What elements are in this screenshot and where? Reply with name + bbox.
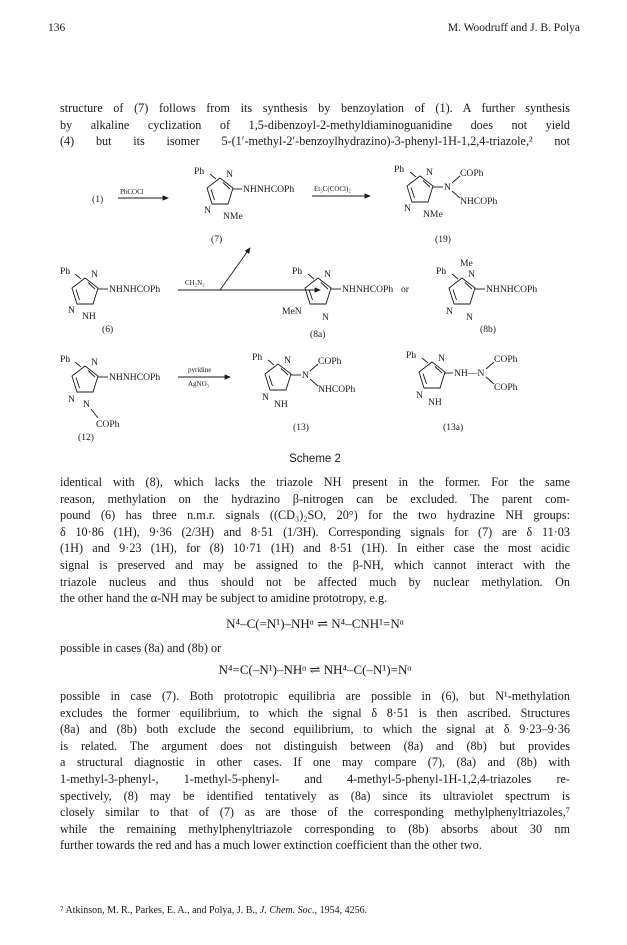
text-line: spectively, (8) may be identified tentatively as (8a) since its ultraviolet spectrum is	[60, 788, 570, 803]
compound-label-7: (7)	[211, 234, 223, 245]
svg-text:Ph: Ph	[394, 164, 405, 175]
reagent-label: pyridine	[188, 366, 212, 374]
svg-text:Ph: Ph	[252, 352, 263, 363]
body-paragraph-2	[60, 688, 570, 854]
compound-label-12: (12)	[78, 432, 94, 443]
svg-text:N: N	[322, 312, 329, 323]
footnote-marker: ⁷	[60, 905, 64, 916]
text-line: (4) but its isomer 5-(1′-methyl-2′-benzoylhydrazino)-3-phenyl-1H-1,2,4-triazole,² not	[60, 134, 570, 149]
svg-text:NHCOPh: NHCOPh	[318, 384, 356, 395]
text-line: by alkaline cyclization of 1,5-dibenzoyl-2-methyldiaminoguanidine does not yield	[60, 117, 570, 132]
text-line: possible in cases (8a) and (8b) or	[60, 641, 222, 655]
svg-text:Ph: Ph	[436, 266, 447, 277]
svg-text:N: N	[226, 169, 233, 180]
page-number: 136	[48, 22, 66, 34]
svg-text:N: N	[438, 353, 445, 364]
svg-text:COPh: COPh	[460, 168, 484, 179]
text-line: triazole nucleus and thus should not be affected much by nuclear methylation. On	[60, 574, 570, 589]
footnote-authors: Atkinson, M. R., Parkes, E. A., and Polya, J. B.,	[65, 905, 258, 916]
svg-text:N: N	[324, 269, 331, 280]
text-line: (1H) and 9·23 (1H), for (8) 10·71 (1H) and 8·51 (1H). In either case the most acidic	[60, 541, 570, 556]
svg-text:COPh: COPh	[494, 382, 518, 393]
svg-text:N: N	[262, 392, 269, 403]
svg-text:N: N	[426, 167, 433, 178]
svg-text:N: N	[83, 399, 90, 410]
reagent-label: AgNO₃	[188, 380, 210, 388]
svg-text:NMe: NMe	[223, 211, 243, 222]
reaction-scheme	[60, 152, 570, 452]
svg-text:NHNHCOPh: NHNHCOPh	[109, 284, 161, 295]
structure-6	[60, 266, 160, 335]
svg-text:NHCOPh: NHCOPh	[460, 196, 498, 207]
text-line: the other hand the α-NH may be subject to amidine prototropy, e.g.	[60, 591, 388, 606]
svg-text:N: N	[404, 203, 411, 214]
text-line: closely similar to that of (7) as are those of the corresponding methylphenyltriazoles,⁷	[60, 805, 570, 820]
footnote-details: , 1954, 4256.	[314, 905, 368, 916]
text-line: further towards the red and has a much lower extinction coefficient than the other two.	[60, 838, 482, 853]
svg-text:NH: NH	[274, 399, 288, 410]
reaction-arrow	[220, 248, 250, 290]
svg-text:Ph: Ph	[194, 166, 205, 177]
svg-text:N: N	[416, 390, 423, 401]
equation-2: N⁴=C(–N¹)–NHᵅ ⇌ NH⁴–C(–N¹)=Nᵅ	[218, 662, 412, 677]
svg-text:N: N	[302, 370, 309, 381]
body-paragraph-1	[60, 474, 570, 607]
footnote	[60, 905, 570, 916]
text-line: δ 10·86 (1H), 9·36 (2/3H) and 8·51 (1/3H). Corresponding signals for (7) are δ 11·03	[60, 524, 570, 539]
text-line: structure of (7) follows from its synthesis by benzoylation of (1). A further synthesis	[60, 101, 570, 115]
svg-text:N: N	[284, 355, 291, 366]
svg-text:N: N	[466, 312, 473, 323]
svg-text:NH—N: NH—N	[454, 368, 485, 379]
svg-text:Ph: Ph	[292, 266, 303, 277]
compound-label-13a: (13a)	[443, 422, 464, 433]
text-line: signal is preserved and may be assigned to the β-NH, which cannot interact with the	[60, 557, 570, 572]
equation-1: N⁴–C(=N¹)–NHᵅ ⇌ N⁴–CNH¹=Nᵅ	[226, 616, 404, 631]
text-line: reason, methylation on the hydrazino β-nitrogen can be excluded. The parent com-	[60, 491, 570, 506]
svg-text:NHNHCOPh: NHNHCOPh	[342, 284, 394, 295]
svg-text:N: N	[68, 305, 75, 316]
compound-label-19: (19)	[435, 234, 451, 245]
top-paragraph	[60, 100, 570, 150]
text-line: excludes the former equilibrium, to which the signal δ 8·51 is then ascribed. Structures	[60, 705, 570, 720]
text-line: pound (6) has three n.m.r. signals ((CD₃)₂SO, 20°) for the two hydrazine NH groups:	[60, 508, 570, 523]
structure-13	[252, 352, 356, 433]
compound-label-1: (1)	[92, 194, 104, 205]
reagent-label: PhCOCl	[120, 188, 144, 196]
svg-text:N: N	[91, 269, 98, 280]
text-line: while the remaining methylphenyltriazole corresponding to (8b) absorbs about 30 nm	[60, 821, 570, 836]
structure-19	[394, 164, 498, 245]
svg-text:Ph: Ph	[406, 350, 417, 361]
compound-label-13: (13)	[293, 422, 309, 433]
svg-text:NMe: NMe	[423, 209, 443, 220]
svg-text:NH: NH	[82, 311, 96, 322]
svg-text:N: N	[468, 269, 475, 280]
svg-text:N: N	[91, 357, 98, 368]
svg-text:COPh: COPh	[494, 354, 518, 365]
svg-text:NHNHCOPh: NHNHCOPh	[243, 184, 295, 195]
structure-8b	[436, 258, 537, 335]
text-line: (8a) and (8b) both exclude the second equilibrium, to which the signal at δ 9·23–9·36	[60, 722, 570, 737]
svg-text:COPh: COPh	[96, 419, 120, 430]
or-label: or	[401, 284, 409, 295]
structure-12	[60, 354, 160, 443]
compound-label-8b: (8b)	[480, 324, 496, 335]
text-line: possible in case (7). Both prototropic equilibria are possible in (6), but N¹-methylation	[60, 689, 570, 703]
structure-7	[194, 166, 294, 245]
svg-text:NHNHCOPh: NHNHCOPh	[486, 284, 538, 295]
footnote-journal: J. Chem. Soc.	[259, 905, 315, 916]
svg-text:COPh: COPh	[318, 356, 342, 367]
structure-8a	[282, 266, 393, 340]
svg-text:Me: Me	[460, 258, 473, 269]
scheme-title: Scheme 2	[289, 453, 341, 465]
text-line: 1-methyl-3-phenyl-, 1-methyl-5-phenyl- and 4-methyl-5-phenyl-1H-1,2,4-triazoles re-	[60, 771, 570, 786]
text-line: is related. The argument does not distinguish between (8a) and (8b) but provides	[60, 738, 570, 753]
reagent-label: CH₂N₂	[185, 279, 205, 287]
text-line: a structural diagnostic in other cases. If one may compare (7), (8a) and (8b) with	[60, 755, 570, 770]
svg-text:Ph: Ph	[60, 354, 71, 365]
svg-text:MeN: MeN	[282, 306, 302, 317]
compound-label-6: (6)	[102, 324, 114, 335]
svg-text:N: N	[204, 205, 211, 216]
svg-text:N: N	[68, 394, 75, 405]
between-text	[60, 640, 570, 657]
svg-text:Ph: Ph	[60, 266, 71, 277]
svg-text:N: N	[444, 182, 451, 193]
text-line: identical with (8), which lacks the triazole NH present in the former. For the same	[60, 475, 570, 489]
reagent-label: Et₃C(COCl)₂	[314, 185, 351, 193]
structure-13a	[406, 350, 518, 433]
svg-text:NH: NH	[428, 397, 442, 408]
compound-label-8a: (8a)	[310, 329, 326, 340]
svg-text:NHNHCOPh: NHNHCOPh	[109, 372, 161, 383]
running-header-authors: M. Woodruff and J. B. Polya	[447, 22, 580, 34]
svg-text:N: N	[446, 306, 453, 317]
